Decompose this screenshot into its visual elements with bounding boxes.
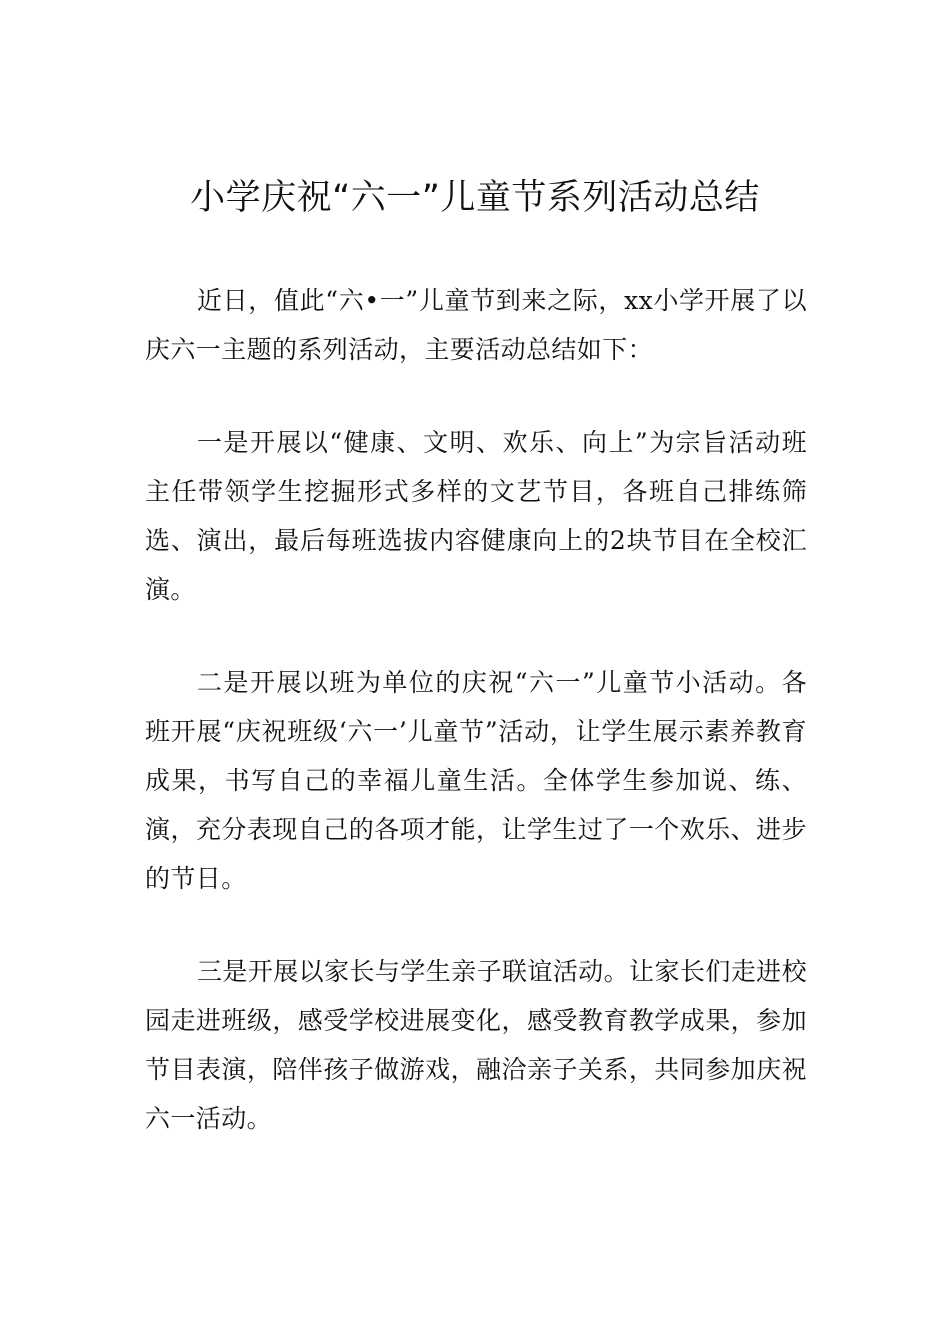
document-title: 小学庆祝“六一”儿童节系列活动总结 bbox=[190, 178, 760, 218]
paragraph-intro: 近日，值此“六•一”儿童节到来之际，xx小学开展了以庆六一主题的系列活动，主要活动总结如下： bbox=[145, 286, 807, 364]
paragraph-item-2: 二是开展以班为单位的庆祝“六一”儿童节小活动。各班开展“庆祝班级‘六一’儿童节”活动，让学生展示素养教育成果，书写自己的幸福儿童生活。全体学生参加说、练、演，充分表现自己的各项才能，让学生过了一个欢乐、进步的节日。 bbox=[145, 668, 807, 893]
document-body bbox=[145, 276, 807, 1187]
paragraph-item-3: 三是开展以家长与学生亲子联谊活动。让家长们走进校园走进班级，感受学校进展变化，感受教育教学成果，参加节目表演，陪伴孩子做游戏，融洽亲子关系，共同参加庆祝六一活动。 bbox=[145, 957, 807, 1133]
paragraph-item-1: 一是开展以“健康、文明、欢乐、向上”为宗旨活动班主任带领学生挖掘形式多样的文艺节目，各班自己排练筛选、演出，最后每班选拔内容健康向上的2块节目在全校汇演。 bbox=[145, 428, 807, 604]
